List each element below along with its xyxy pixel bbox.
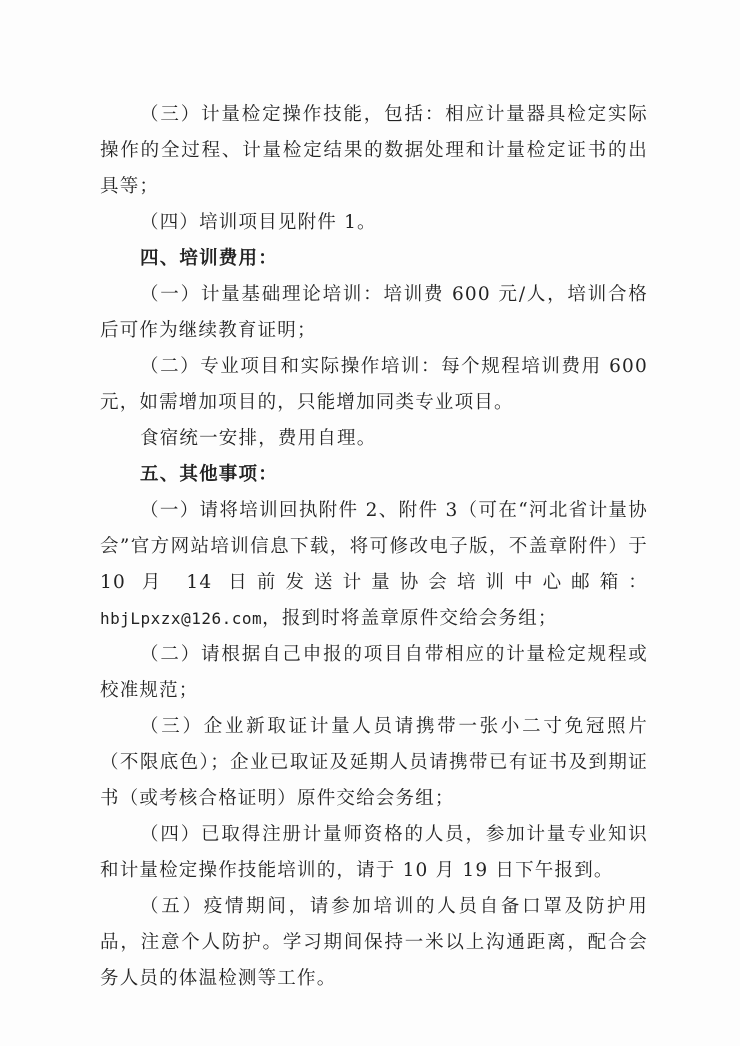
email-address: hbjLpxzx@126.com [100,609,263,628]
paragraph-other-item-2: （二）请根据自己申报的项目自带相应的计量检定规程或校准规范； [100,644,648,701]
paragraph-lodging: 食宿统一安排，费用自理。 [140,428,377,449]
document-body [100,97,648,997]
paragraph-other-item-5: （五）疫情期间，请参加培训的人员自备口罩及防护用品，注意个人防护。学习期间保持一米以上沟通距离，配合会务人员的体温检测等工作。 [100,896,648,989]
paragraph-other-item-4: （四）已取得注册计量师资格的人员，参加计量专业知识和计量检定操作技能培训的，请于 10 月 19 日下午报到。 [100,824,648,881]
paragraph-other-item-3: （三）企业新取证计量人员请携带一张小二寸免冠照片（不限底色）；企业已取证及延期人员请携带已有证书及到期证书（或考核合格证明）原件交给会务组； [100,716,648,809]
paragraph-other-item-1 [100,493,648,637]
paragraph-item-3-skills: （三）计量检定操作技能，包括：相应计量器具检定实际操作的全过程、计量检定结果的数据处理和计量检定证书的出具等； [100,104,648,197]
paragraph-fee-theory: （一）计量基础理论培训：培训费 600 元/人，培训合格后可作为继续教育证明； [100,284,648,341]
other-item-1-text-b: ，报到时将盖章原件交给会务组； [262,608,558,629]
paragraph-fee-practice: （二）专业项目和实际操作培训：每个规程培训费用 600 元，如需增加项目的，只能增加同类专业项目。 [100,356,648,413]
other-item-1-text-a: （一）请将培训回执附件 2、附件 3（可在“河北省计量协会”官方网站培训信息下载，将可修改电子版，不盖章附件）于 10 月 14 日前发送计量协会培训中心邮箱： [100,500,648,593]
paragraph-item-4-projects: （四）培训项目见附件 1。 [140,212,377,233]
heading-training-fees: 四、培训费用： [140,248,278,269]
heading-other-matters: 五、其他事项： [140,464,278,485]
